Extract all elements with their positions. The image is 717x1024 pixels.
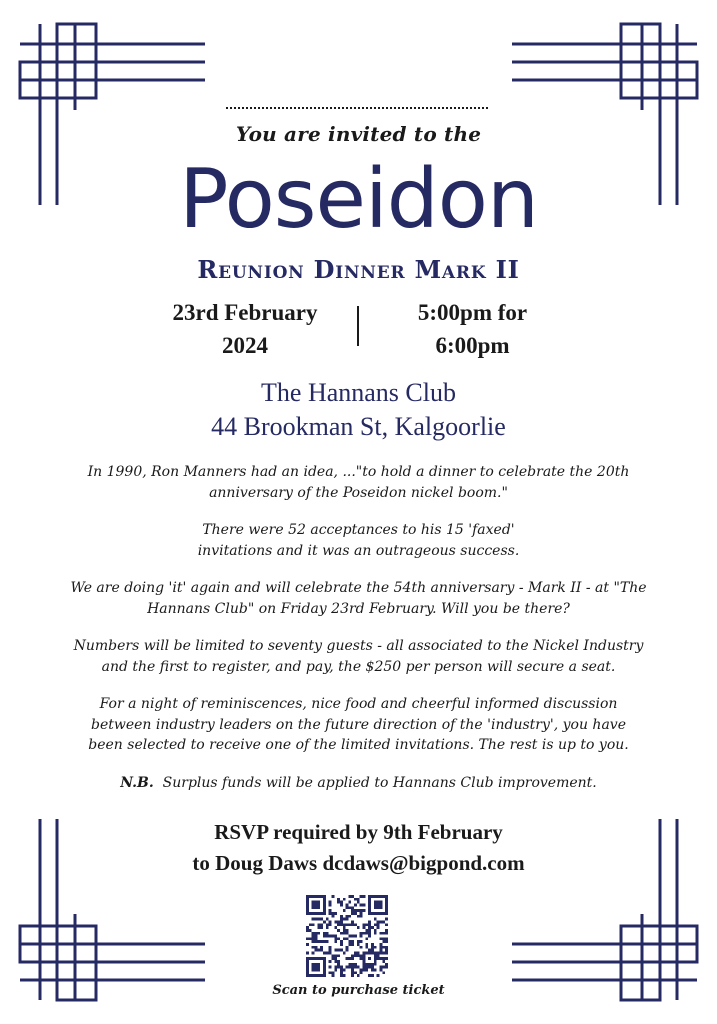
nb-note xyxy=(0,773,717,794)
body-paragraph: We are doing 'it' again and will celebrate the 54th anniversary - Mark II - at "The Hannans Club" on Friday 23rd February. Will you be there? xyxy=(70,580,647,617)
intro-text: You are invited to the xyxy=(235,122,482,146)
time-line-1: 5:00pm for xyxy=(417,300,528,325)
dotted-rule xyxy=(226,107,488,109)
body-paragraph: Numbers will be limited to seventy guests - all associated to the Nickel Industry and the first to register, and pay, the $250 per person will secure a seat. xyxy=(73,638,644,675)
date-time-divider xyxy=(357,306,359,346)
venue xyxy=(0,376,717,444)
venue-name: The Hannans Club xyxy=(261,378,456,407)
invitation-body xyxy=(0,462,717,810)
event-title: Poseidon xyxy=(179,152,538,247)
rsvp-contact[interactable]: to Doug Daws dcdaws@bigpond.com xyxy=(192,851,525,875)
rsvp xyxy=(0,817,717,879)
nb-text: Surplus funds will be applied to Hannans Club improvement. xyxy=(162,774,597,791)
event-date xyxy=(150,296,340,362)
body-paragraph: There were 52 acceptances to his 15 'faxed' invitations and it was an outrageous success. xyxy=(197,522,520,559)
rsvp-deadline: RSVP required by 9th February xyxy=(214,820,503,844)
event-time xyxy=(385,296,560,362)
date-line-2: 2024 xyxy=(222,333,268,358)
event-subtitle: Reunion Dinner Mark II xyxy=(197,255,520,284)
venue-address: 44 Brookman St, Kalgoorlie xyxy=(211,412,506,441)
scan-caption: Scan to purchase ticket xyxy=(272,983,445,998)
time-line-2: 6:00pm xyxy=(435,333,510,358)
nb-label: N.B. xyxy=(120,774,154,791)
body-paragraph: In 1990, Ron Manners had an idea, ..."to hold a dinner to celebrate the 20th anniversary of the Poseidon nickel boom." xyxy=(87,464,630,501)
body-paragraph: For a night of reminiscences, nice food and cheerful informed discussion between industry leaders on the future direction of the 'industry', you have been selected to receive one of the limited invitations. The rest is up to you. xyxy=(88,696,629,753)
qr-code-icon[interactable] xyxy=(306,895,388,977)
date-line-1: 23rd February xyxy=(172,300,318,325)
